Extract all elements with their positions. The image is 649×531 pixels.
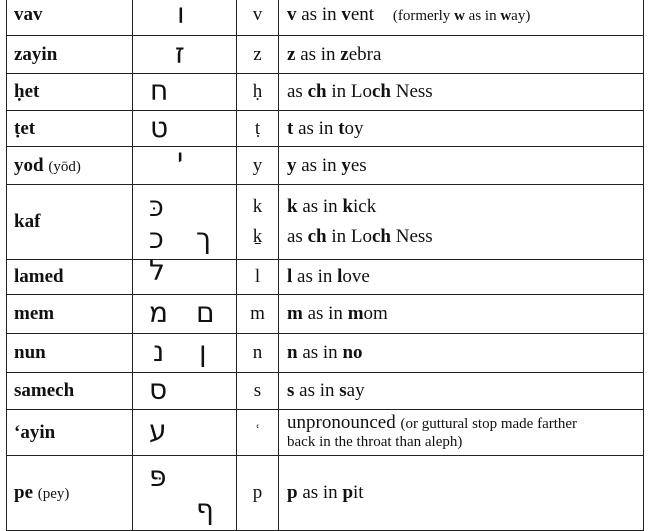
letter-name: pe (14, 482, 33, 503)
transliteration-cell (237, 36, 279, 74)
hebrew-glyph-cell (133, 373, 237, 410)
pronunciation: k as in kick (287, 196, 377, 217)
letter-name: mem (14, 303, 55, 324)
transliteration-cell (237, 147, 279, 185)
hebrew-glyph: ס (149, 373, 168, 406)
transliteration-cell (237, 74, 279, 111)
hebrew-glyph-cell (133, 254, 237, 295)
hebrew-glyph: ל (149, 254, 165, 287)
table-row (7, 36, 644, 74)
transliteration: p (252, 482, 263, 503)
pronunciation: s as in say (287, 380, 365, 401)
table-row (7, 295, 644, 334)
pronunciation-cell (279, 456, 644, 531)
pronunciation: unpronounced (or guttural stop made farther (287, 412, 578, 433)
hebrew-glyph: ז (175, 37, 185, 70)
letter-name-cell (7, 111, 133, 147)
transliteration-cell (237, 410, 279, 456)
transliteration: y (252, 154, 263, 176)
pronunciation-cell (279, 111, 644, 147)
transliteration-cell (237, 260, 279, 295)
transliteration-cell (237, 295, 279, 334)
transliteration: z (253, 43, 262, 65)
pronunciation: v as in vent (287, 4, 375, 25)
pronunciation: p as in pit (287, 482, 364, 503)
hebrew-glyph: פּ (149, 460, 167, 493)
hebrew-alphabet-table (6, 0, 644, 531)
pronunciation-cell (279, 260, 644, 295)
letter-name-cell (7, 295, 133, 334)
pronunciation-cell (279, 36, 644, 74)
hebrew-glyph: ו (177, 0, 185, 30)
letter-name-cell (7, 0, 133, 36)
pronunciation-cell (279, 147, 644, 185)
transliteration-cell (237, 334, 279, 373)
transliteration: l (254, 266, 261, 287)
transliteration: n (252, 342, 263, 363)
pronunciation-cell (279, 295, 644, 334)
letter-name: vav (14, 4, 43, 25)
letter-name-cell (7, 36, 133, 74)
pronunciation-cell (279, 373, 644, 410)
letter-name-cell (7, 74, 133, 111)
letter-name: yod (14, 154, 44, 176)
hebrew-glyph-cell (133, 295, 237, 334)
table-row (7, 410, 644, 456)
transliteration: ʿ (254, 421, 261, 443)
transliteration: s (253, 380, 262, 401)
table-row (7, 456, 644, 531)
transliteration-cell (237, 185, 279, 260)
table-row (7, 0, 644, 36)
hebrew-glyph-cell (133, 334, 237, 373)
letter-alt-name: (yōd) (48, 158, 81, 175)
transliteration: ḥ (252, 81, 263, 102)
transliteration-cell (237, 111, 279, 147)
letter-name-cell (7, 456, 133, 531)
pronunciation-note: back in the throat than aleph) (287, 434, 463, 450)
transliteration: ṭ (254, 117, 261, 139)
letter-name-cell (7, 185, 133, 260)
hebrew-glyph-cell (133, 185, 237, 260)
hebrew-glyph: כ (149, 222, 164, 255)
table-row (7, 185, 644, 260)
table-row (7, 373, 644, 410)
table-row (7, 260, 644, 295)
letter-name: lamed (14, 266, 64, 287)
transliteration-cell (237, 456, 279, 531)
letter-name: zayin (14, 43, 58, 65)
hebrew-glyph-cell (133, 36, 237, 74)
hebrew-glyph-cell (133, 410, 237, 456)
pronunciation: n as in no (287, 342, 363, 363)
pronunciation: l as in love (287, 266, 370, 287)
letter-name-cell (7, 147, 133, 185)
hebrew-final-glyph: ם (196, 296, 215, 329)
letter-name: nun (14, 342, 46, 363)
hebrew-glyph: כּ (149, 190, 164, 223)
letter-name: kaf (14, 211, 41, 232)
hebrew-glyph: ח (150, 74, 169, 107)
pronunciation: t as in toy (287, 117, 364, 139)
letter-name: ḥet (14, 81, 40, 102)
table-row (7, 147, 644, 185)
transliteration: v (252, 4, 263, 25)
pronunciation-cell (279, 334, 644, 373)
letter-alt-name: (pey) (37, 486, 70, 502)
letter-name: samech (14, 380, 75, 401)
transliteration: ḵ (252, 226, 263, 247)
pronunciation: y as in yes (287, 154, 367, 176)
pronunciation-cell (279, 185, 644, 260)
hebrew-glyph: ע (149, 414, 167, 447)
transliteration-cell (237, 373, 279, 410)
table-row (7, 74, 644, 111)
hebrew-glyph: נ (153, 335, 165, 368)
letter-name-cell (7, 410, 133, 456)
transliteration: k (252, 196, 263, 217)
hebrew-final-glyph: ף (196, 493, 214, 526)
letter-name-cell (7, 260, 133, 295)
letter-name-cell (7, 373, 133, 410)
pronunciation: z as in zebra (287, 43, 382, 65)
hebrew-glyph: ט (150, 111, 169, 144)
hebrew-glyph-cell (133, 111, 237, 147)
pronunciation-cell (279, 410, 644, 456)
hebrew-glyph-cell (133, 74, 237, 111)
pronunciation: m as in mom (287, 303, 388, 324)
pronunciation: as ch in Loch Ness (287, 81, 433, 102)
hebrew-glyph-cell (133, 0, 237, 36)
pronunciation-cell (279, 0, 644, 36)
transliteration-cell (237, 0, 279, 36)
letter-name: ‘ayin (14, 421, 56, 443)
hebrew-final-glyph: ן (199, 335, 207, 368)
hebrew-glyph-cell (133, 142, 237, 185)
hebrew-glyph: י (177, 142, 184, 175)
letter-name-cell (7, 334, 133, 373)
letter-name: ṭet (14, 117, 36, 139)
table-row (7, 334, 644, 373)
hebrew-final-glyph: ך (196, 222, 212, 255)
pronunciation-cell (279, 74, 644, 111)
transliteration: m (250, 303, 265, 324)
pronunciation: as ch in Loch Ness (287, 226, 433, 247)
hebrew-glyph: מ (149, 296, 169, 329)
pronunciation-note: (formerly w as in way) (392, 8, 531, 24)
table-row (7, 111, 644, 147)
hebrew-glyph-cell (133, 456, 237, 531)
